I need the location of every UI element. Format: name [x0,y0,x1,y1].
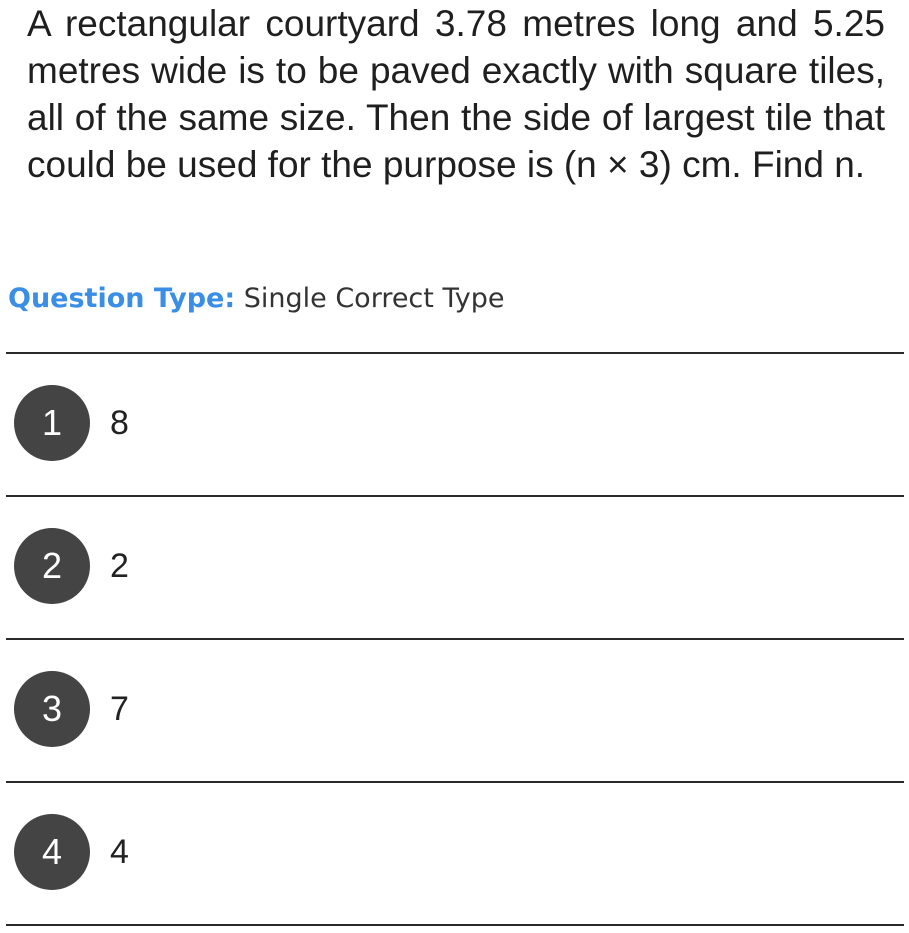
divider [6,352,904,354]
divider [6,495,904,497]
divider [6,638,904,640]
divider [6,781,904,783]
option-text: 4 [110,832,129,871]
question-type-label: Question Type: [8,283,236,314]
question-text: A rectangular courtyard 3.78 metres long and 5.25 metres wide is to be paved exactly with square tiles, all of the same size. Then the side of largest tile that could be used for the purpose is (n × 3) cm. Find n. [27,3,885,185]
option-number-badge: 3 [14,671,90,747]
question-type [8,282,504,316]
option-3[interactable] [14,671,894,747]
option-2[interactable] [14,528,894,604]
option-text: 7 [110,689,129,728]
option-number-badge: 2 [14,528,90,604]
option-number-badge: 4 [14,814,90,890]
option-4[interactable] [14,814,894,890]
question-type-value: Single Correct Type [243,283,505,314]
divider [6,924,904,926]
option-text: 8 [110,403,129,442]
option-1[interactable] [14,385,894,461]
option-number-badge: 1 [14,385,90,461]
option-text: 2 [110,546,129,585]
